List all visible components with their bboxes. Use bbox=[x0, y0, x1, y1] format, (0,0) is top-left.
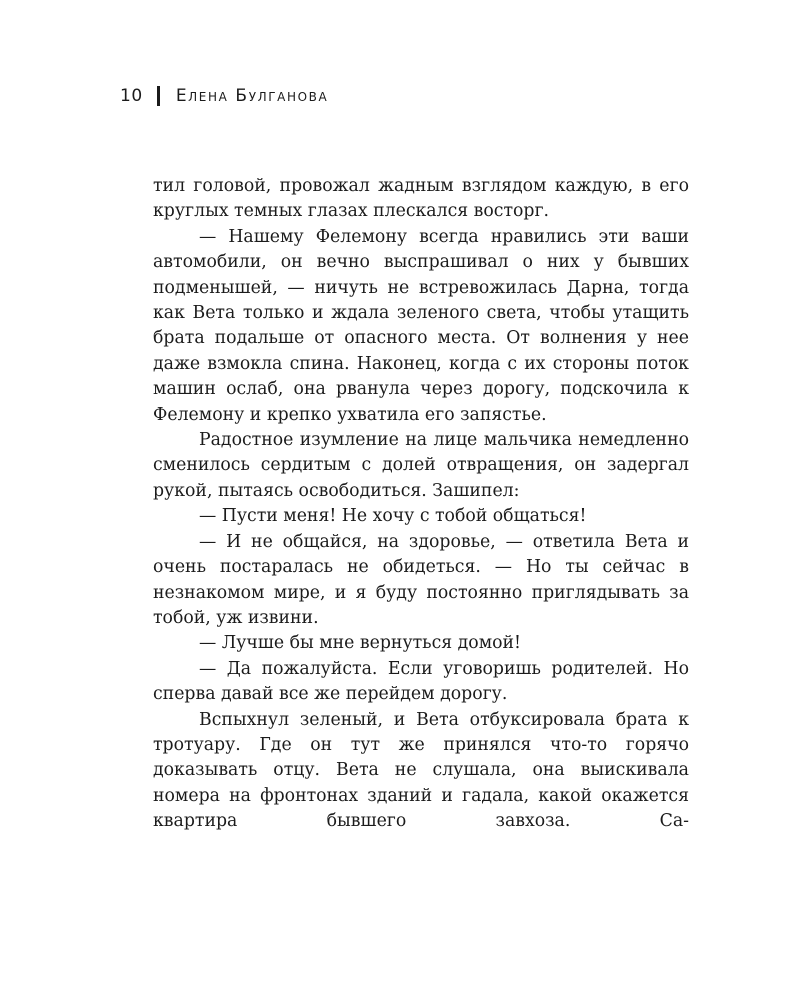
page-number: 10 bbox=[120, 86, 143, 106]
running-head bbox=[120, 84, 328, 108]
body-text bbox=[153, 174, 689, 835]
paragraph: тил головой, провожал жадным взглядом каждую, в его круглых темных глазах плескался восторг. bbox=[153, 176, 689, 222]
paragraph: — Пусти меня! Не хочу с тобой общаться! bbox=[199, 506, 587, 527]
running-head-author: Елена Булганова bbox=[175, 86, 329, 106]
paragraph: — И не общайся, на здоровье, — ответила Вета и очень постаралась не обидеться. — Но ты сейчас в незнакомом мире, и я буду постоянно приглядывать за тобой, уж извини. bbox=[153, 531, 689, 628]
paragraph: — Лучше бы мне вернуться домой! bbox=[199, 633, 522, 654]
paragraph: — Да пожалуйста. Если уговоришь родителей. Но сперва давай все же перейдем дорогу. bbox=[153, 658, 689, 705]
paragraph: Радостное изумление на лице мальчика немедленно сменилось сердитым с долей отвращения, он задергал рукой, пытаясь освободиться. Зашипел: bbox=[153, 430, 689, 501]
paragraph: — Нашему Фелемону всегда нравились эти ваши автомобили, он вечно выспрашивал о них у бывших подменышей, — ничуть не встревожилась Дарна, тогда как Вета только и ждала зеленого света, чтобы утащить брата подальше от опасного места. От волнения у нее даже взмокла спина. Наконец, когда с их стороны поток машин ослаб, она рванула через дорогу, подскочила к Фелемону и крепко ухватила его запястье. bbox=[153, 226, 689, 425]
header-separator bbox=[157, 86, 160, 106]
paragraph: Вспыхнул зеленый, и Вета отбуксировала брата к тротуару. Где он тут же принялся что-то горячо доказывать отцу. Вета не слушала, она выискивала номера на фронтонах зданий и гадала, какой окажется квартира бывшего завхоза. Са- bbox=[153, 709, 689, 832]
